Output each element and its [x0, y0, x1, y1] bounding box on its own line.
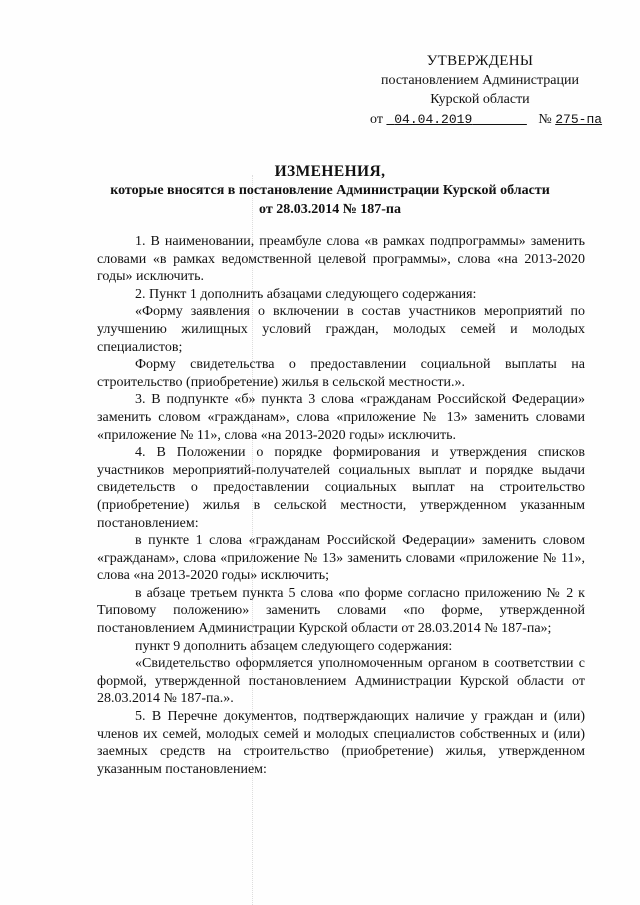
paragraph-11: 5. В Перечне документов, подтверждающих наличие у граждан и (или) членов их семей, молодых семей и молодых специалистов собственных и (или) заемных средств на строительство (приобретение) жилья, утвержденном указанным постановлением: — [97, 709, 585, 777]
number-label: № — [538, 112, 552, 127]
approval-date-line — [360, 110, 603, 129]
paragraph-4: Форму свидетельства о предоставлении социальной выплаты на строительство (приобретение) жилья в сельской местности.». — [97, 357, 585, 390]
paragraph-9: пункт 9 дополнить абзацем следующего содержания: — [135, 638, 453, 654]
date-value: 04.04.2019 — [394, 112, 473, 127]
title-line-2: которые вносятся в постановление Администрации Курской области — [110, 183, 550, 198]
number-value: 275-па — [555, 112, 603, 127]
paragraph-6: 4. В Положении о порядке формирования и утверждения списков участников мероприятий-получателей социальных выплат и порядке выдачи свидетельств о предоставлении социальных выплат на строительство (приобретение) жилья в сельской местности, утвержденном указанным постановлением: — [97, 445, 585, 531]
paragraph-10: «Свидетельство оформляется уполномоченным органом в соответствии с формой, утвержденной постановлением Администрации Курской области от 28.03.2014 № 187-па.». — [97, 656, 585, 707]
document-body — [97, 233, 585, 778]
approval-stamp — [360, 52, 603, 129]
approval-heading: УТВЕРЖДЕНЫ — [426, 53, 534, 69]
title-main: ИЗМЕНЕНИЯ, — [274, 163, 386, 180]
paragraph-3: «Форму заявления о включении в состав участников мероприятий по улучшению жилищных условий граждан, молодых семей и молодых специалистов; — [97, 304, 585, 355]
paragraph-8: в абзаце третьем пункта 5 слова «по форме согласно приложению № 2 к Типовому положению» заменить словами «по форме, утвержденной постановлением Администрации Курской области от 28.03.2014 № 187-па»; — [97, 585, 585, 637]
approval-line-2: Курской области — [430, 92, 530, 107]
title-line-3: от 28.03.2014 № 187-па — [259, 202, 401, 217]
date-value-field — [386, 112, 526, 127]
date-prefix: от — [370, 112, 383, 127]
paragraph-5: 3. В подпункте «б» пункта 3 слова «гражданам Российской Федерации» заменить словом «гражданам», слова «приложение № 13» заменить словами «приложение № 11», слова «на 2013-2020 годы» исключить. — [97, 392, 585, 443]
approval-line-1: постановлением Администрации — [381, 73, 579, 88]
paragraph-7: в пункте 1 слова «гражданам Российской Федерации» заменить словом «гражданам», слова «приложение № 13» заменить словами «приложение № 11», слова «на 2013-2020 годы» исключить; — [97, 533, 585, 584]
paragraph-1: 1. В наименовании, преамбуле слова «в рамках подпрограммы» заменить словами «в рамках ведомственной целевой программы», слова «на 2013-2020 годы» исключить. — [97, 234, 585, 285]
document-title — [60, 162, 600, 219]
paragraph-2: 2. Пункт 1 дополнить абзацами следующего содержания: — [135, 286, 477, 302]
